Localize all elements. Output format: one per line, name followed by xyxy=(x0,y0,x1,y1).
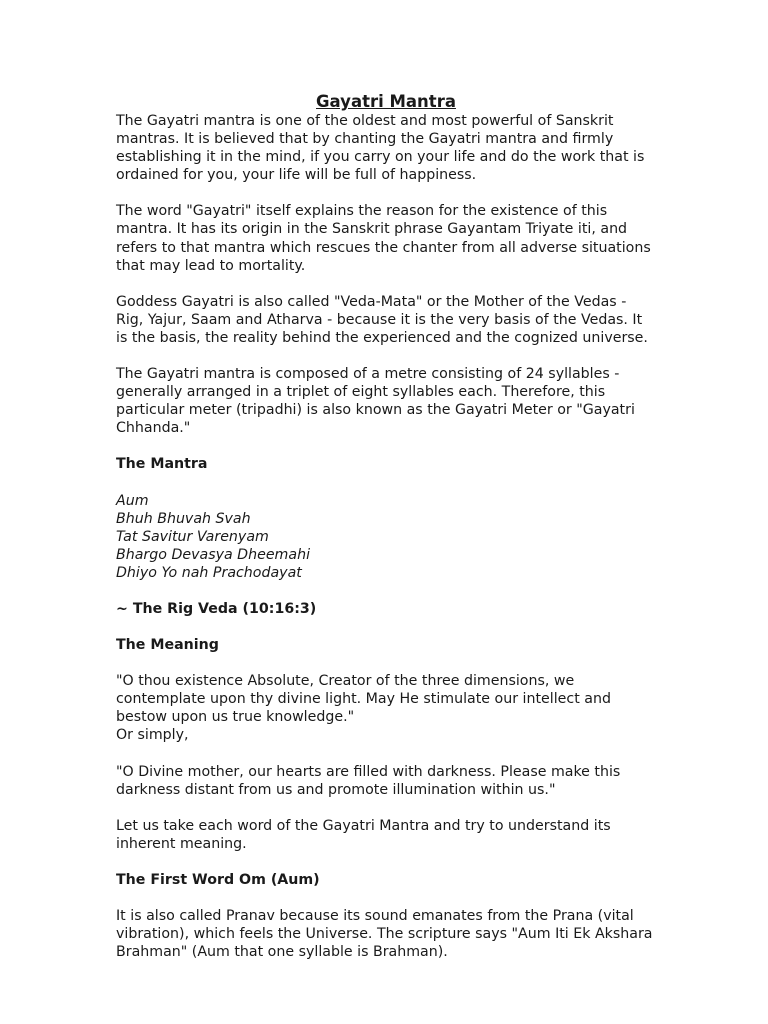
mantra-line: Aum xyxy=(116,492,149,509)
mantra-line: Bhuh Bhuvah Svah xyxy=(116,510,251,527)
mantra-line: Dhiyo Yo nah Prachodayat xyxy=(116,564,302,581)
understand-paragraph: Let us take each word of the Gayatri Mantra and try to understand its inherent meaning. xyxy=(116,817,611,852)
source-citation: ~ The Rig Veda (10:16:3) xyxy=(116,600,317,617)
mantra-verse xyxy=(116,492,656,582)
document-title: Gayatri Mantra xyxy=(316,92,456,111)
mantra-line: Tat Savitur Varenyam xyxy=(116,528,269,545)
paragraph-word-gayatri: The word "Gayatri" itself explains the reason for the existence of this mantra. It has its origin in the Sanskrit phrase Gayantam Triyate iti, and refers to that mantra which rescues the chanter from all adverse situations that may lead to mortality. xyxy=(116,203,651,274)
paragraph-metre: The Gayatri mantra is composed of a metre consisting of 24 syllables - generally arranged in a triplet of eight syllables each. Therefore, this particular meter (tripadhi) is also known as the Gayatri Meter or "Gayatri Chhanda." xyxy=(116,366,635,437)
document-page xyxy=(116,92,656,979)
mantra-line: Bhargo Devasya Dheemahi xyxy=(116,546,311,563)
meaning-heading: The Meaning xyxy=(116,637,219,654)
mantra-heading: The Mantra xyxy=(116,456,208,473)
first-word-paragraph: It is also called Pranav because its sound emanates from the Prana (vital vibration), which feels the Universe. The scripture says "Aum Iti Ek Akshara Brahman" (Aum that one syllable is Brahman). xyxy=(116,908,653,961)
paragraph-veda-mata: Goddess Gayatri is also called "Veda-Mata" or the Mother of the Vedas - Rig, Yajur, Saam and Atharva - because it is the very basis of the Vedas. It is the basis, the reality behind the experienced and the cognized universe. xyxy=(116,293,648,346)
meaning-paragraph: "O thou existence Absolute, Creator of the three dimensions, we contemplate upon thy divine light. May He stimulate our intellect and bestow upon us true knowledge." xyxy=(116,673,611,726)
meaning-simple-paragraph: "O Divine mother, our hearts are filled with darkness. Please make this darkness distant from us and promote illumination within us." xyxy=(116,763,621,798)
paragraph-intro: The Gayatri mantra is one of the oldest and most powerful of Sanskrit mantras. It is believed that by chanting the Gayatri mantra and firmly establishing it in the mind, if you carry on your life and do the work that is ordained for you, your life will be full of happiness. xyxy=(116,113,645,184)
first-word-heading: The First Word Om (Aum) xyxy=(116,871,320,888)
or-simply-text: Or simply, xyxy=(116,727,189,744)
